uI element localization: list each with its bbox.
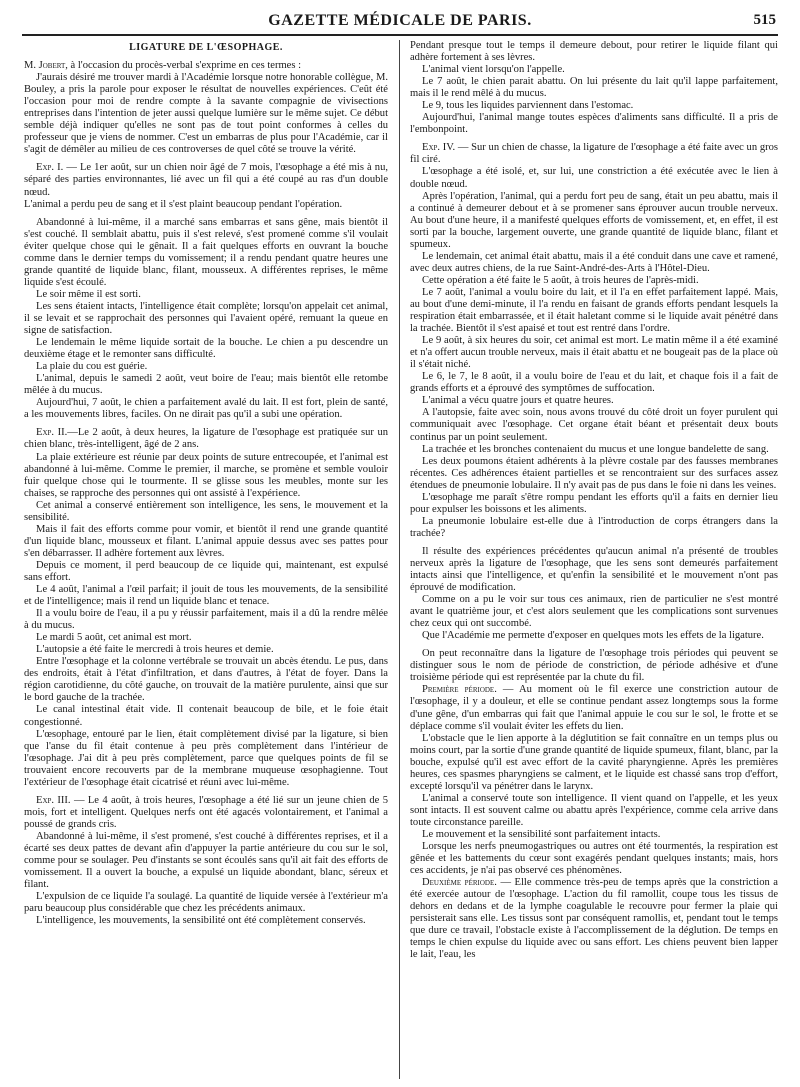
paragraph-text: Le lendemain le même liquide sortait de la bouche. Le chien a pu descendre un deuxième étage et le remonter sans difficulté. (24, 337, 388, 361)
paragraph-text: Le 6, le 7, le 8 août, il a voulu boire de l'eau et du lait, et chaque fois il a fait de grands efforts et a éprouvé des symptômes de suffocation. (410, 371, 778, 395)
left-paragraph (24, 397, 388, 421)
left-paragraph (24, 644, 388, 656)
paragraph-text: Que l'Académie me permette d'exposer en quelques mots les effets de la ligature. (422, 630, 764, 642)
left-paragraph (24, 656, 388, 704)
right-column-body (410, 40, 778, 962)
paragraph-text: Pendant presque tout le temps il demeure debout, pour retirer le liquide filant qui adhère fortement à ses lèvres. (410, 40, 778, 64)
left-paragraph (24, 60, 388, 72)
column-divider (399, 40, 400, 1079)
journal-title: GAZETTE MÉDICALE DE PARIS. (268, 12, 532, 29)
right-paragraph (410, 546, 778, 594)
paragraph-text: La trachée et les bronches contenaient du mucus et une longue bandelette de sang. (422, 443, 769, 455)
paragraph-text: L'intelligence, les mouvements, la sensibilité ont été complètement conservés. (36, 915, 366, 927)
left-paragraph (24, 427, 388, 451)
right-paragraph (410, 630, 778, 642)
paragraph-text: A l'autopsie, faite avec soin, nous avons trouvé du côté droit un foyer purulent qui communiquait avec l'œsophage. Cet organe était béant et présentait deux bouts continus par un point seulement. (410, 407, 778, 443)
left-paragraph (24, 500, 388, 524)
paragraph-text: L'autopsie a été faite le mercredi à trois heures et demie. (36, 644, 274, 656)
left-paragraph (24, 795, 388, 831)
right-paragraph (410, 191, 778, 251)
right-paragraph (410, 100, 778, 112)
right-paragraph (410, 287, 778, 335)
paragraph-text: Aujourd'hui, 7 août, le chien a parfaitement avalé du lait. Il est fort, plein de santé, a les mouvements libres, faciles. On ne dirait pas qu'il a subi une opération. (24, 397, 388, 421)
paragraph-lead: Deuxième période. (422, 877, 497, 889)
left-paragraph (24, 632, 388, 644)
paragraph-lead: Exp. IV. (422, 142, 456, 154)
paragraph-lead: Exp. III. (36, 794, 71, 806)
right-paragraph (410, 76, 778, 100)
page-number: 515 (753, 12, 776, 28)
left-paragraph (24, 524, 388, 560)
left-paragraph (24, 831, 388, 891)
paragraph-text: Le 4 août, l'animal a l'œil parfait; il jouit de tous les mouvements, de la sensibilité et de l'intelligence; mais il rend un liquide blanc et tenace. (24, 584, 388, 608)
paragraph-text: Le 9, tous les liquides parviennent dans l'estomac. (422, 100, 634, 112)
left-paragraph (24, 452, 388, 500)
left-paragraph (24, 361, 388, 373)
left-paragraph (24, 337, 388, 361)
paragraph-text: à l'occasion du procès-verbal s'exprime en ces termes : (67, 60, 302, 72)
section-title: LIGATURE DE L'ŒSOPHAGE. (129, 42, 283, 53)
left-paragraph (24, 373, 388, 397)
right-paragraph (410, 166, 778, 190)
paragraph-text: Les sens étaient intacts, l'intelligence était complète; lorsqu'on appelait cet animal, il se levait et se rapprochait des personnes qui l'avaient opéré, remuant la queue en signe de satisfaction. (24, 300, 388, 337)
paragraph-text: Cette opération a été faite le 5 août, à trois heures de l'après-midi. (422, 274, 699, 286)
right-paragraph (410, 829, 778, 841)
left-paragraph (24, 289, 388, 301)
paragraph-text: Depuis ce moment, il perd beaucoup de ce liquide qui, maintenant, est expulsé sans effort. (24, 559, 388, 583)
left-paragraph (24, 72, 388, 156)
left-paragraph (24, 584, 388, 608)
page-header (22, 6, 778, 34)
paragraph-text: La pneumonie lobulaire est-elle due à l'introduction de corps étrangers dans la trachée? (410, 515, 778, 539)
right-paragraph (410, 142, 778, 166)
paragraph-text: L'œsophage a été isolé, et, sur lui, une constriction a été exécutée avec le lien à double nœud. (410, 166, 778, 190)
left-paragraph (24, 915, 388, 927)
right-paragraph (410, 407, 778, 443)
paragraph-text: — Elle commence très-peu de temps après que la constriction a été exercée autour de l'œsophage. L'action du fil ramollit, coupe tous les tissus de dehors en dedans et de la lymphe coagulable le recouvre pour fermer la plaie qui persisterait sans elle. Les tissus sont par conséquent ramollis, et, pendant tout le temps que dure ce travail, l'obstacle existe à l'accomplissement de la déglution. De temps en temps le chien expulse du liquide avec ou sans effort. Les chiens peuvent bien lapper le lait, l'eau, les (410, 877, 778, 961)
left-paragraph (24, 891, 388, 915)
right-paragraph (410, 648, 778, 684)
paragraph-text: L'œsophage, entouré par le lien, était complètement divisé par la ligature, si bien que l'anse du fil était contenue à peu près complètement dans l'intérieur de l'œsophage. J'ai dit à peu près complètement, parce que quelques points de fil se trouvaient encore recouverts par de la membrane muqueuse œsophagienne. Tout l'extérieur de l'œsophage était cicatrisé et réuni avec lui-même. (24, 728, 388, 788)
header-rule (22, 34, 778, 36)
left-paragraph (24, 162, 388, 198)
paragraph-text: La plaie du cou est guérie. (36, 361, 148, 373)
paragraph-text: —Le 2 août, à deux heures, la ligature de l'œsophage est pratiquée sur un chien blanc, très-intelligent, âgé de 2 ans. (24, 427, 388, 451)
right-paragraph (410, 40, 778, 64)
paragraph-text: — Au moment où le fil exerce une constriction autour de l'œsophage, il y a douleur, et elle se continue pendant assez longtemps sous la forme d'une gêne, d'un embarras qui fait que l'animal appuie le cou sur le sol, le frotte et se déplace comme s'il voulait éviter les effets du lien. (410, 684, 778, 732)
paragraph-text: Le 9 août, à six heures du soir, cet animal est mort. Le matin même il a été examiné et n'a offert aucun trouble nerveux, mais il était abattu et ne bougeait pas de la place où il s'était niché. (410, 335, 778, 371)
right-paragraph (410, 112, 778, 136)
paragraph-text: L'expulsion de ce liquide l'a soulagé. La quantité de liquide versée à l'extérieur m'a paru beaucoup plus considérable que chez les précédents animaux. (24, 891, 388, 915)
right-paragraph (410, 335, 778, 371)
paragraph-text: La plaie extérieure est réunie par deux points de suture entrecoupée, et l'animal est abandonné à lui-même. Comme le premier, il marche, se promène et semble vouloir fuir quelque chose qui le tourmente. Il se glisse sous les meubles, monte sur les chaises, se rapproche des personnes qui ont assisté à l'expérience. (24, 451, 388, 499)
paragraph-text: Mais il fait des efforts comme pour vomir, et bientôt il rend une grande quantité d'un liquide blanc, mousseux et filant. L'animal appuie dessus avec ses pattes pour s'en débarrasser. Il adhère fortement aux lèvres. (24, 523, 388, 559)
paragraph-text: L'animal a perdu peu de sang et il s'est plaint beaucoup pendant l'opération. (24, 198, 343, 210)
right-paragraph (410, 64, 778, 76)
paragraph-text: Aujourd'hui, l'animal mange toutes espèces d'aliments sans difficulté. Il a pris de l'embonpoint. (410, 112, 778, 136)
right-paragraph (410, 594, 778, 630)
paragraph-lead: Exp. II. (36, 427, 68, 439)
paragraph-text: Le lendemain, cet animal était abattu, mais il a été conduit dans une cave et ramené, avec deux autres chiens, de la rue Saint-André-des-Arts à l'Hôtel-Dieu. (410, 250, 778, 274)
right-paragraph (410, 275, 778, 287)
paragraph-text: Le 7 août, l'animal a voulu boire du lait, et il l'a en effet parfaitement lappé. Mais, au bout d'une demi-minute, il l'a rendu en faisant de grands efforts pendant lesquels la respiration était embarrassée, et il était haletant comme si le liquide avait pénétré dans la trachée. Bientôt il s'est apaisé et tout est rentré dans l'ordre. (410, 286, 778, 335)
right-paragraph (410, 371, 778, 395)
left-paragraph (24, 704, 388, 728)
left-paragraph (24, 560, 388, 584)
paragraph-text: Cet animal a conservé entièrement son intelligence, les sens, le mouvement et la sensibilité. (24, 499, 388, 523)
right-paragraph (410, 395, 778, 407)
right-paragraph (410, 444, 778, 456)
left-paragraph (24, 217, 388, 289)
paragraph-text: L'œsophage me paraît s'être rompu pendant les efforts qu'il a faits en dernier lieu pour expulser les boissons et les aliments. (410, 491, 778, 515)
paragraph-lead: Exp. I. (36, 162, 64, 174)
paragraph-text: Il a voulu boire de l'eau, il a pu y réussir parfaitement, mais il a dû la rendre mêlée à du mucus. (24, 608, 388, 632)
right-paragraph (410, 841, 778, 877)
right-paragraph (410, 793, 778, 829)
paragraph-text: Lorsque les nerfs pneumogastriques ou autres ont été tourmentés, la respiration est gênée et les battements du cœur sont exagérés pendant quelques instants; mais, hors ces accidents, je n'ai pas observé ces phénomènes. (410, 841, 778, 877)
right-column (410, 40, 778, 1079)
paragraph-text: — Sur un chien de chasse, la ligature de l'œsophage a été faite avec un gros fil ciré. (410, 142, 778, 166)
paragraph-text: Les deux poumons étaient adhérents à la plèvre costale par des fausses membranes récentes. Ces adhérences étaient partielles et se rencontraient sur des surfaces assez étendues de pneumonie lobulaire. Il n'y avait pas de pus dans le foie ni dans les veines. (410, 455, 778, 491)
left-paragraph (24, 729, 388, 789)
right-paragraph (410, 877, 778, 961)
left-paragraph (24, 608, 388, 632)
paragraph-text: Il résulte des expériences précédentes qu'aucun animal n'a présenté de troubles nerveux après la ligature de l'œsophage, que les sens sont demeurés parfaitement intacts ainsi que l'intelligence, et qu'enfin la sensibilité et le mouvement n'ont pas éprouvé de modification. (410, 545, 778, 594)
paragraph-text: Le soir même il est sorti. (36, 288, 141, 300)
right-paragraph (410, 516, 778, 540)
paragraph-text: Comme on a pu le voir sur tous ces animaux, rien de particulier ne s'est montré avant le quatrième jour, et c'est alors seulement que les complications sont survenues chez ceux qui ont succombé. (410, 594, 778, 630)
paragraph-text: On peut reconnaître dans la ligature de l'œsophage trois périodes qui peuvent se distinguer sous le nom de période de constriction, de période adhésive et d'une troisième période qui est représentée par la chute du fil. (410, 648, 778, 684)
paragraph-text: L'animal a conservé toute son intelligence. Il vient quand on l'appelle, et les yeux sont intacts. Il est souvent calme ou abattu après l'expérience, comme cela arrive dans toute circonstance pareille. (410, 792, 778, 828)
paragraph-lead: Première période. (422, 684, 497, 696)
left-column (24, 40, 388, 1079)
paragraph-text: Le canal intestinal était vide. Il contenait beaucoup de bile, et le foie était congestionné. (24, 704, 388, 728)
left-column-body (24, 60, 388, 927)
right-paragraph (410, 684, 778, 732)
paragraph-text: L'animal a vécu quatre jours et quatre heures. (422, 395, 614, 407)
paragraph-text: Le 7 août, le chien parait abattu. On lui présente du lait qu'il lappe parfaitement, mais il le rend mêlé à du mucus. (410, 76, 778, 100)
left-paragraph (24, 199, 388, 211)
paragraph-text: Le mouvement et la sensibilité sont parfaitement intacts. (422, 829, 661, 840)
paragraph-text: J'aurais désiré me trouver mardi à l'Académie lorsque notre honorable collègue, M. Bouley, a pris la parole pour exposer le résultat de nouvelles expériences. C'eût été l'occasion pour moi de rendre compte à la savante compagnie de vivisections entreprises dans l'intention de jeter aussi quelque lumière sur le même sujet. Ce début semble déjà indiquer qu'elles ne sont pas de tout point conformes à celles du professeur que je viens de nommer. C'est un embarras de plus pour l'Académie, car il s'agit de démêler au milieu de ces controverses de quel côté se trouve la vérité. (24, 72, 388, 156)
right-paragraph (410, 492, 778, 516)
paragraph-text: — Le 4 août, à trois heures, l'œsophage a été lié sur un jeune chien de 5 mois, fort et intelligent. Quelques nerfs ont été agacés volontairement, et l'animal a poussé de grands cris. (24, 794, 388, 830)
paragraph-text: Abandonné à lui-même, il a marché sans embarras et sans gêne, mais bientôt il s'est couché. Il semblait abattu, puis il s'est relevé, s'est promené comme s'il voulait éviter quelque chose qui le gênait. Il a fait quelques efforts en ouvrant la bouche comme dans le dernier temps du vomissement; il a rendu pendant quatre heures une grande quantité de liquide blanc, filant, mousseux. A différentes reprises, le même liquide s'est écoulé. (24, 216, 388, 288)
paragraph-text: L'animal vient lorsqu'on l'appelle. (422, 64, 565, 76)
left-paragraph (24, 301, 388, 337)
paragraph-text: L'animal, depuis le samedi 2 août, veut boire de l'eau; mais bientôt elle retombe mêlée à du mucus. (24, 373, 388, 397)
right-paragraph (410, 733, 778, 793)
right-paragraph (410, 456, 778, 492)
paragraph-text: Abandonné à lui-même, il s'est promené, s'est couché à différentes reprises, et il a écarté ses deux pattes de devant afin d'appuyer la partie antérieure du cou sur le sol, comme pour se soulager. Peu d'instants se sont écoulés sans qu'il ait fait des efforts de vomissement. Il a ouvert la bouche, a expulsé un liquide abondant, blanc, séreux et filant. (24, 830, 388, 891)
paragraph-text: Le mardi 5 août, cet animal est mort. (36, 632, 192, 644)
paragraph-text: Après l'opération, l'animal, qui a perdu fort peu de sang, était un peu abattu, mais il a continué à demeurer debout et à se promener sans éprouver aucun trouble nerveux. Au bout d'une heure, il a manifesté quelques efforts de vomissement, et, en effet, il est sorti par la bouche, largement ouverte, une grande quantité de liquide blanc, filant et spumeux. (410, 190, 778, 250)
right-paragraph (410, 251, 778, 275)
paragraph-text: Entre l'œsophage et la colonne vertébrale se trouvait un abcès étendu. Le pus, dans des endroits, était à l'état d'infiltration, et dans d'autres, à l'état de foyer. Dans la région carotidienne, du côté gauche, on trouvait de la matière purulente, ainsi que sur le bord gauche de la trachée. (24, 656, 388, 704)
paragraph-lead: M. Jobert, (24, 60, 68, 72)
paragraph-text: L'obstacle que le lien apporte à la déglutition se fait connaître en un temps plus ou moins court, par la sortie d'une grande quantité de liquide spumeux, filant, blanc, par la bouche, expulsé qu'il est avec effort de la cavité pharyngienne. Après les premières heures, ces spasmes pharyngiens se calment, et le liquide est chassé sans trop d'effort, excepté lorsqu'il va pénétrer dans le larynx. (410, 732, 778, 792)
paragraph-text: — Le 1er août, sur un chien noir âgé de 7 mois, l'œsophage a été mis à nu, séparé des parties environnantes, lié avec un fil qui a été coupé au ras d'un double nœud. (24, 162, 388, 198)
